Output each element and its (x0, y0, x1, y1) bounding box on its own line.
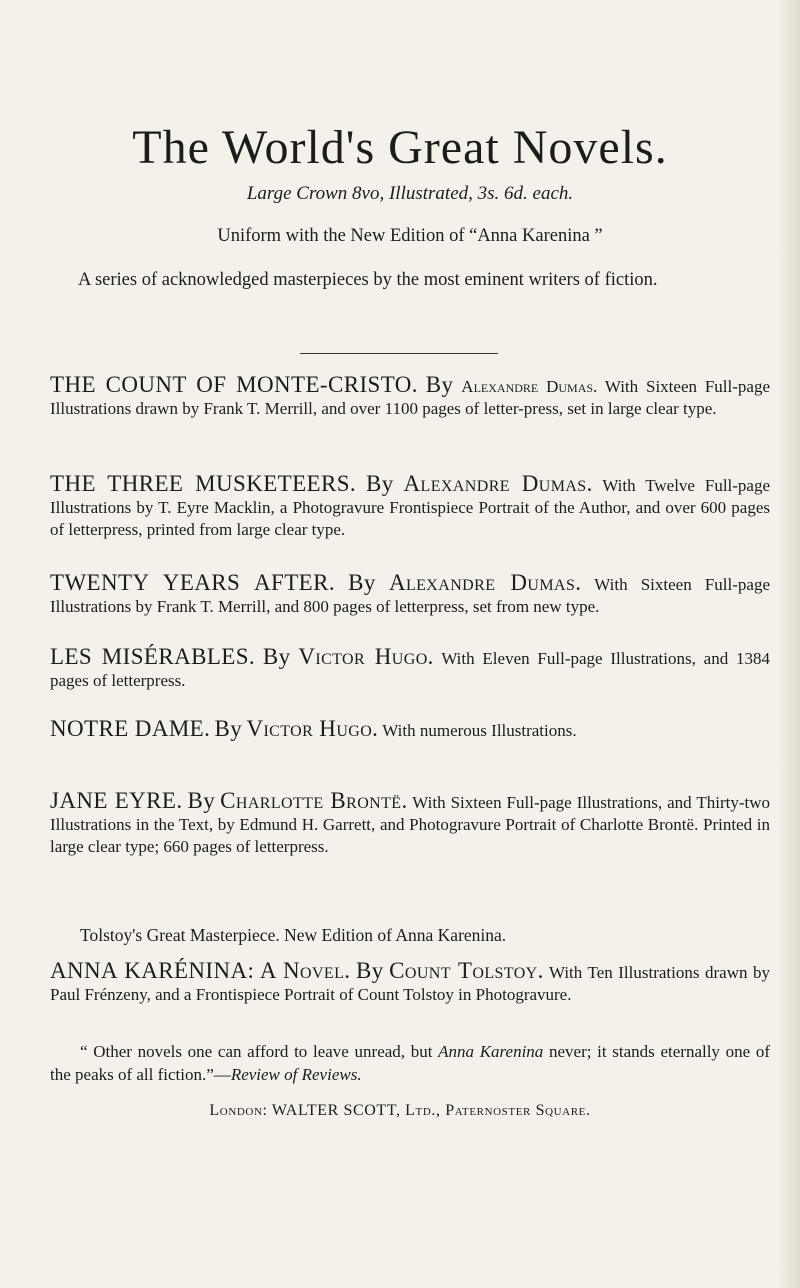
karenina-intro: Tolstoy's Great Masterpiece. New Edition of Anna Karenina. (80, 925, 507, 945)
book-title: TWENTY YEARS AFTER. (50, 570, 335, 595)
book-title: THE COUNT OF MONTE-CRISTO. (50, 372, 418, 397)
quote-rest: never; it stands eternally one of the peaks of all fiction.”— (50, 1042, 771, 1084)
book-description: With Twelve Full-page Illustrations by T. Eyre Macklin, a Photogravure Frontispiece Portrait of the Author, and over 600 pages of letterpress, printed from large clear type. (50, 476, 771, 539)
book-title: NOTRE DAME. (50, 716, 211, 741)
book-author: Alexandre Dumas. (403, 471, 593, 496)
book-title: ANNA KARÉNINA: (50, 958, 255, 983)
book-entry-anna-karenina (50, 960, 770, 1006)
page-edge-shadow (778, 0, 800, 1288)
page-title: The World's Great Novels. (132, 121, 668, 174)
quote-source: Review of Reviews. (230, 1065, 362, 1084)
by-word: By (425, 372, 454, 397)
divider-rule (300, 353, 498, 354)
book-title: JANE EYRE. (50, 788, 183, 813)
book-title: THE THREE MUSKETEERS. (50, 471, 357, 496)
book-description: With Sixteen Full-page Illustrations drawn by Frank T. Merrill, and over 1100 pages of letter-press, set in large clear type. (50, 377, 771, 418)
book-author: Alexandre Dumas. (388, 570, 582, 595)
book-description: With Sixteen Full-page Illustrations, and Thirty-two Illustrations in the Text, by Edmund H. Garrett, and Photogravure Portrait of Charlotte Brontë. Printed in large clear type; 660 pages of letterpress. (50, 793, 771, 856)
book-entry-three-musketeers (50, 473, 770, 541)
by-word: By (214, 716, 243, 741)
book-entry-monte-cristo (50, 374, 770, 420)
series-description: A series of acknowledged masterpieces by the most eminent writers of fiction. (78, 270, 658, 290)
book-description: With numerous Illustrations. (382, 721, 577, 740)
book-entry-les-miserables (50, 646, 770, 692)
review-quote (50, 1040, 770, 1086)
quote-text: “ Other novels one can afford to leave unread, but (80, 1042, 433, 1061)
book-entry-jane-eyre (50, 790, 770, 858)
book-description: With Eleven Full-page Illustrations, and 1384 pages of letterpress. (50, 649, 770, 690)
book-subtitle: A Novel. (259, 958, 351, 983)
book-entry-notre-dame (50, 718, 770, 742)
by-word: By (355, 958, 384, 983)
edition-subtitle: Large Crown 8vo, Illustrated, 3s. 6d. each. (246, 183, 574, 204)
by-word: By (262, 644, 291, 669)
book-entry-twenty-years-after (50, 572, 770, 618)
book-title: LES MISÉRABLES. (50, 644, 256, 669)
by-word: By (365, 471, 394, 496)
by-word: By (187, 788, 216, 813)
book-author: Victor Hugo. (298, 644, 434, 669)
book-author: Alexandre Dumas. (461, 377, 598, 396)
book-description: With Sixteen Full-page Illustrations by Frank T. Merrill, and 800 pages of letterpress, set from new type. (50, 575, 771, 616)
publisher-imprint: London: WALTER SCOTT, Ltd., Paternoster Square. (209, 1102, 591, 1119)
book-author: Victor Hugo. (246, 716, 379, 741)
book-author: Count Tolstoy. (389, 958, 544, 983)
book-author: Charlotte Brontë. (220, 788, 408, 813)
uniform-note: Uniform with the New Edition of “Anna Karenina ” (217, 226, 603, 246)
book-description: With Ten Illustrations drawn by Paul Frénzeny, and a Frontispiece Portrait of Count Tolstoy in Photogravure. (50, 963, 771, 1004)
by-word: By (348, 570, 376, 595)
quote-book-title: Anna Karenina (438, 1042, 544, 1061)
